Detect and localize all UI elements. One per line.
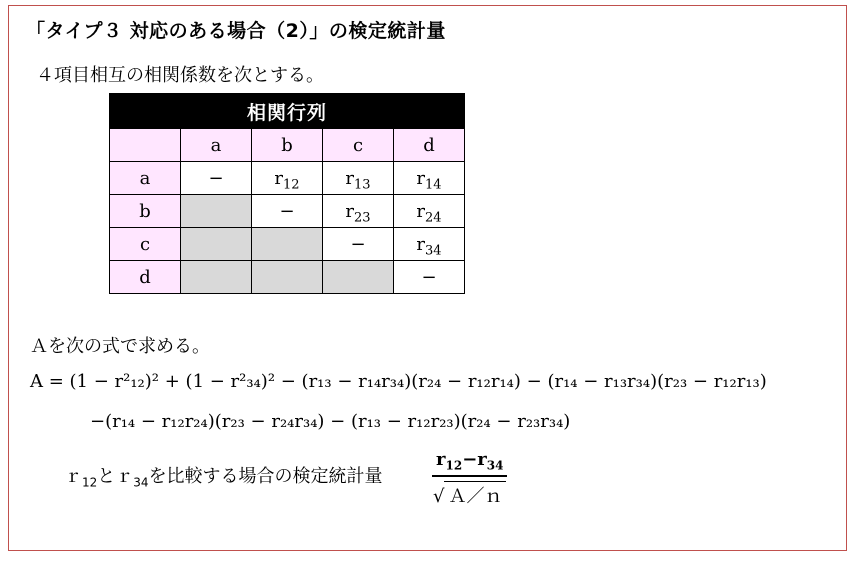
matrix-row-d [110, 261, 465, 294]
cell-d-d: − [394, 261, 465, 294]
cell-d-b [252, 261, 323, 294]
cell-a-d: $r_{14}$ [394, 162, 465, 195]
row-header-c: c [110, 228, 181, 261]
intro-text: ４項目相互の相関係数を次とする。 [36, 65, 324, 86]
cell-b-b: − [252, 195, 323, 228]
cell-b-d: $r_{24}$ [394, 195, 465, 228]
cell-c-a [181, 228, 252, 261]
cell-d-a [181, 261, 252, 294]
cell-b-a [181, 195, 252, 228]
page-title: 「タイプ３ 対応のある場合（2）」の検定統計量 [26, 20, 446, 42]
cell-d-c [323, 261, 394, 294]
cell-c-d: $r_{34}$ [394, 228, 465, 261]
matrix-corner-cell [110, 129, 181, 162]
matrix-caption: 相関行列 [110, 94, 465, 129]
matrix-row-b [110, 195, 465, 228]
cell-c-c: − [323, 228, 394, 261]
cell-c-b [252, 228, 323, 261]
row-header-a: a [110, 162, 181, 195]
sqrt-icon: √ [432, 485, 445, 507]
col-header-c: c [323, 129, 394, 162]
cell-b-c: $r_{23}$ [323, 195, 394, 228]
correlation-matrix-table [109, 93, 465, 294]
row-header-d: d [110, 261, 181, 294]
matrix-row-a [110, 162, 465, 195]
cell-a-c: $r_{13}$ [323, 162, 394, 195]
fraction-numerator: $r_{12}-r_{34}$ [432, 449, 507, 477]
cell-a-b: $r_{12}$ [252, 162, 323, 195]
fraction-denominator: √ Ａ／ｎ [432, 477, 507, 508]
col-header-b: b [252, 129, 323, 162]
col-header-d: d [394, 129, 465, 162]
formula-intro-text: Ａを次の式で求める。 [30, 336, 210, 357]
matrix-row-c [110, 228, 465, 261]
row-header-b: b [110, 195, 181, 228]
test-statistic-fraction [432, 449, 507, 508]
cell-a-a: − [181, 162, 252, 195]
col-header-a: a [181, 129, 252, 162]
statistic-label: ｒ$_{12}$とｒ$_{34}$を比較する場合の検定統計量 [64, 466, 383, 490]
equation-line-2: −(r₁₄ − r₁₂r₂₄)(r₂₃ − r₂₄r₃₄) − (r₁₃ − r₁₂r₂₃)(r₂₄ − r₂₃r₃₄) [90, 411, 571, 432]
equation-line-1: A = (1 − r²₁₂)² + (1 − r²₃₄)² − (r₁₃ − r₁₄r₃₄)(r₂₄ − r₁₂r₁₄) − (r₁₄ − r₁₃r₃₄)(r₂₃ − r₁₂r₁₃) [30, 371, 767, 392]
